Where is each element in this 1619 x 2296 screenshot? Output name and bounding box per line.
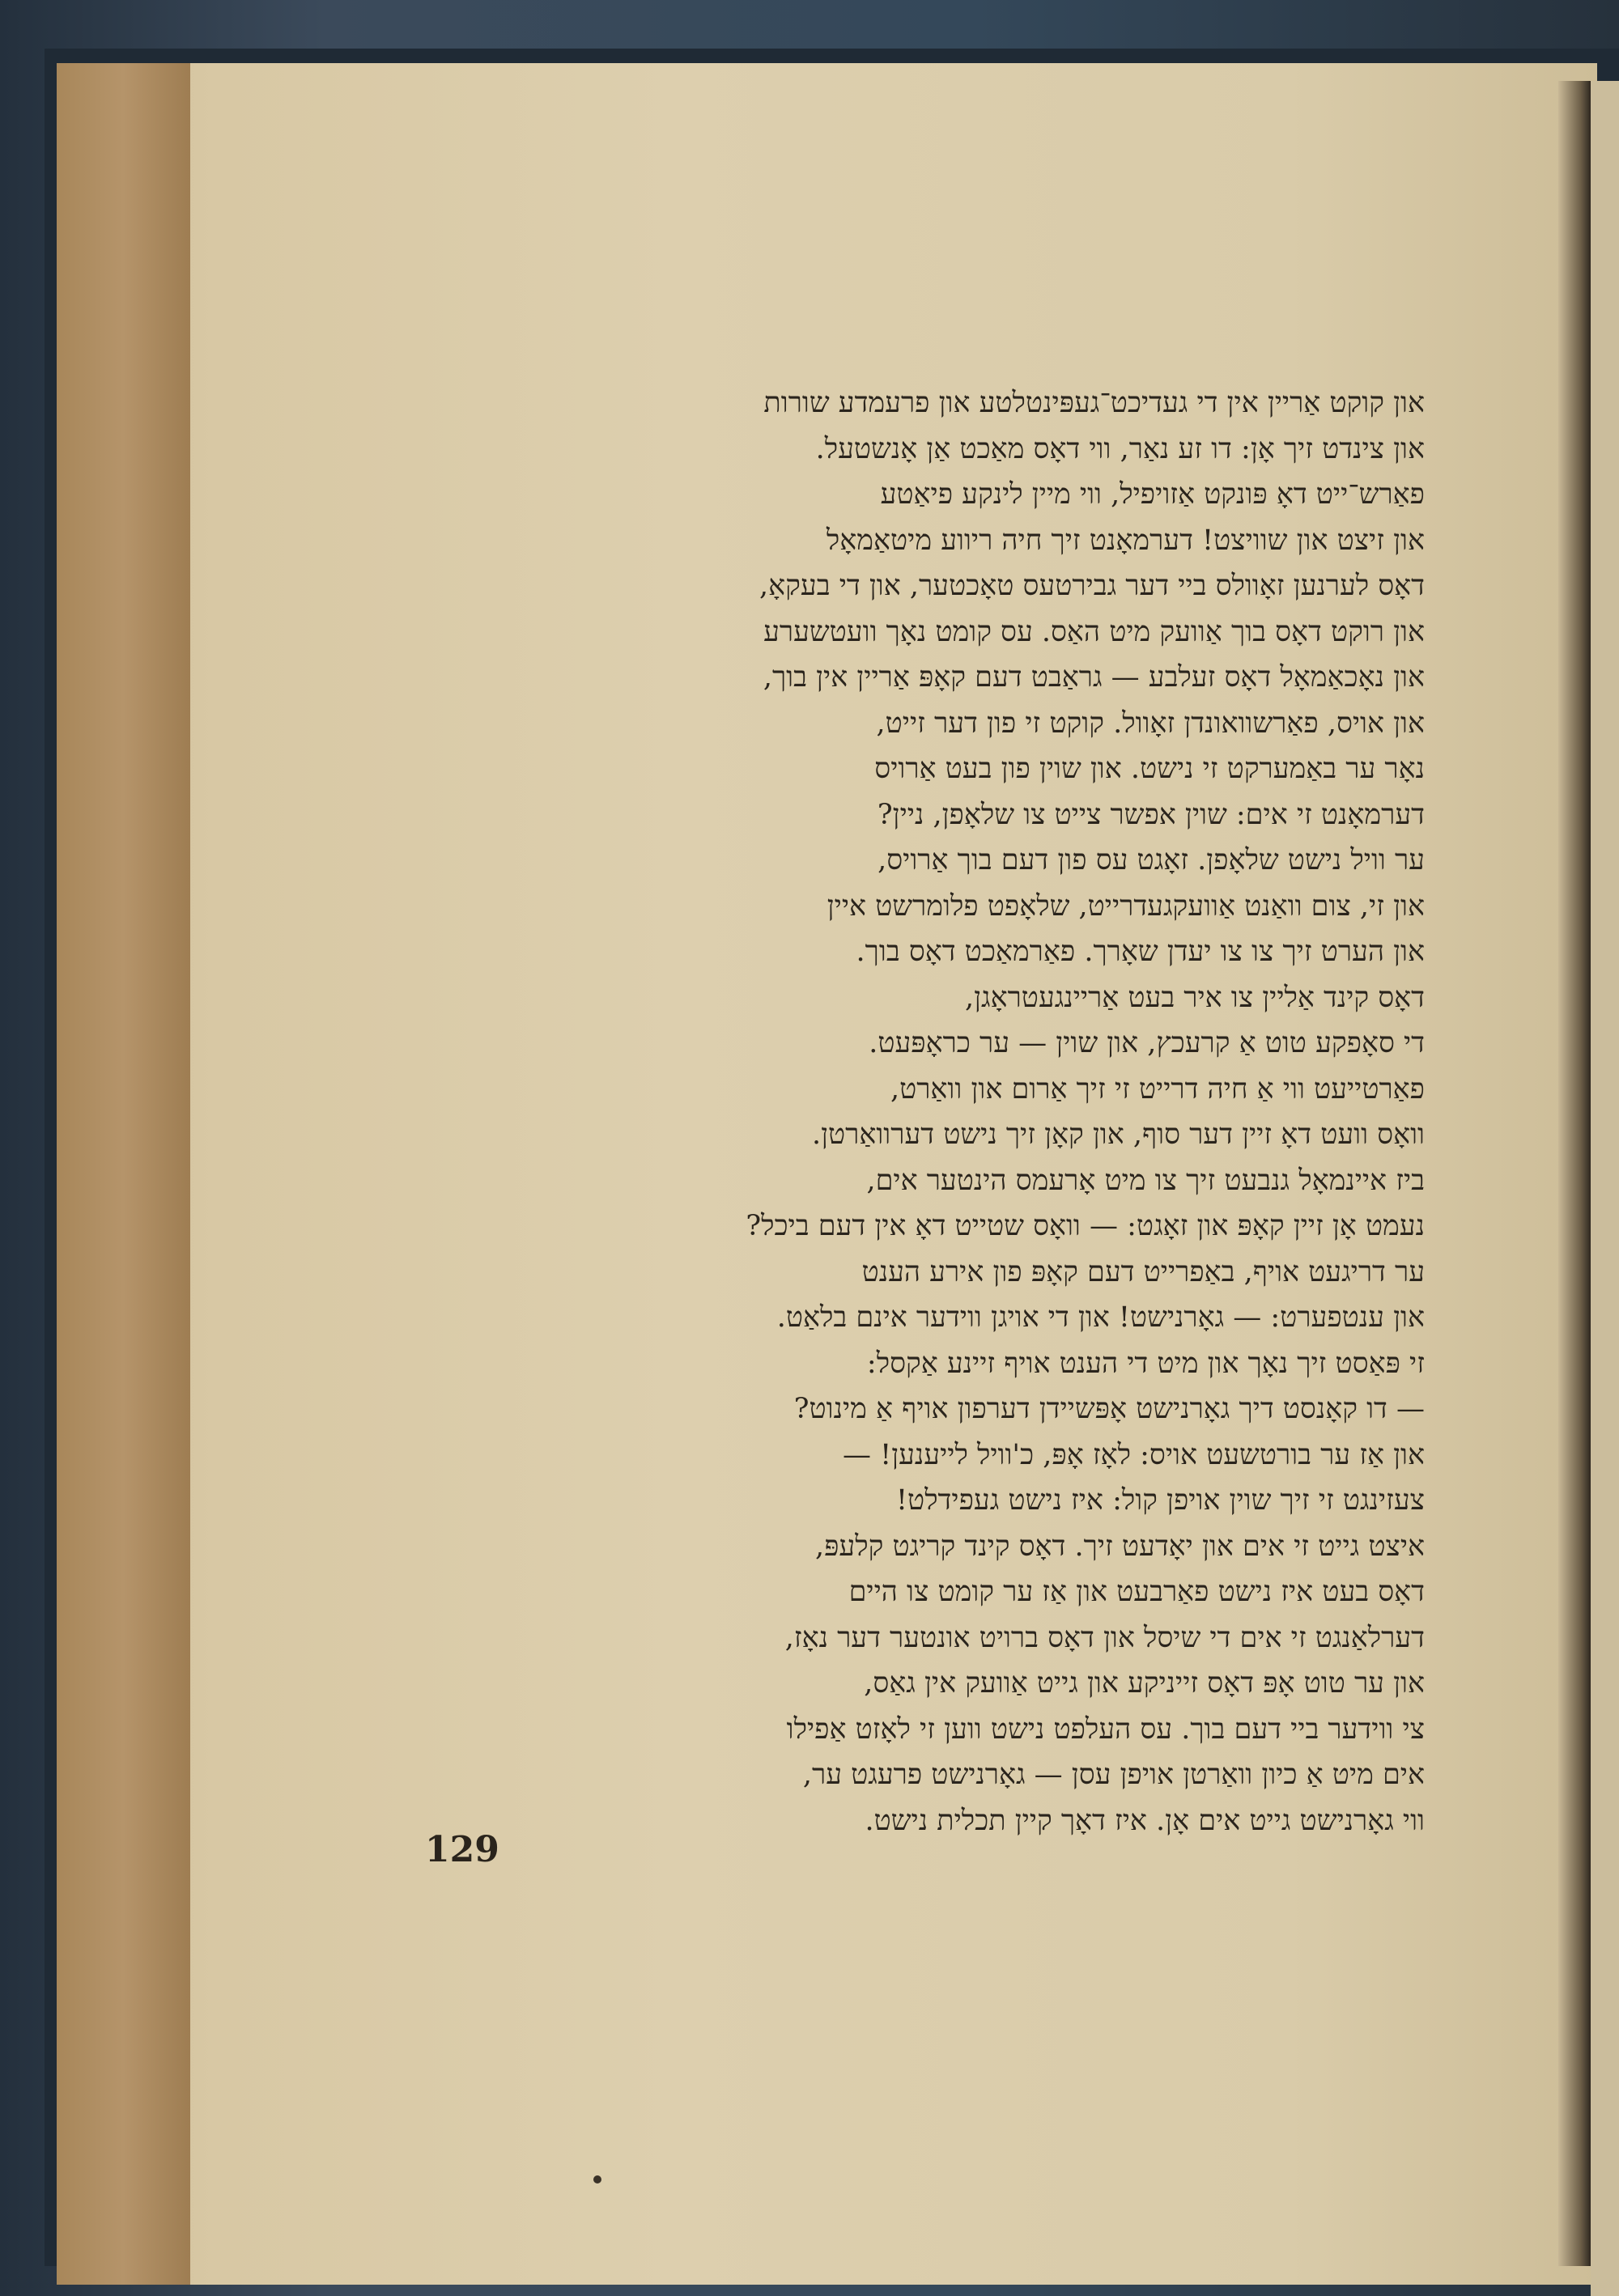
text-line: און צינדט זיך אָן: דו זע נאַר, ווי דאָס מאַכט אַן אָנשטעל.	[815, 432, 1425, 465]
text-line: דערלאַנגט זי אים די שיסל און דאָס ברויט אונטער דער נאָז,	[784, 1621, 1425, 1654]
facing-page-edge	[1591, 81, 1619, 2296]
text-line: ווי גאָרנישט גייט אים אָן. איז דאָך קיין תכלית נישט.	[865, 1804, 1425, 1837]
text-line: און זיצט און שוויצט! דערמאָנט זיך חיה ריווע מיטאַמאָל	[826, 524, 1425, 557]
text-line: צעזינגט זי זיך שוין אויפן קול: איז נישט געפידלט!	[895, 1484, 1425, 1517]
text-line: אים מיט אַ כיון וואַרטן אויפן עסן — גאָרנישט פרעגט ער,	[802, 1759, 1425, 1791]
text-line: זי פּאַסט זיך נאָך און מיט די הענט אויף זיינע אַקסל:	[866, 1347, 1425, 1380]
text-line: און ער טוט אָפּ דאָס זייניקע און גייט אַוועק אין גאַס,	[864, 1667, 1425, 1700]
text-line: און זי, צום וואַנט אַוועקגעדרייט, שלאָפט פלומרשט איין	[826, 889, 1425, 923]
text-line: און קוקט אַריין אין די געדיכט־געפּינטלטע און פרעמדע שורות	[763, 387, 1425, 419]
page-number: 129	[425, 1829, 499, 1870]
poem-text-block	[518, 380, 1425, 1844]
text-line: און הערט זיך צו צו יעדן שאָרך. פאַרמאַכט דאָס בוך.	[856, 936, 1425, 968]
text-line: דאָס לערנען זאָוולס ביי דער גבירטעס טאָכטער, און די בעקאָ,	[759, 570, 1425, 602]
text-line: די סאָפקע טוט אַ קרעכץ, און שוין — ער כראָפּעט.	[869, 1027, 1425, 1059]
text-line: און ענטפערט: — גאָרנישט! און די אויגן ווידער אינם בלאַט.	[776, 1301, 1425, 1334]
text-line: ער דריגעט אויף, באַפרייט דעם קאָפּ פון אירע הענט	[861, 1255, 1425, 1288]
text-line: נעמט אָן זיין קאָפּ און זאָגט: — וואָס שטייט דאָ אין דעם ביכל?	[746, 1210, 1425, 1242]
text-line: — דו קאָנסט דיך גאָרנישט אָפּשיידן דערפון אויף אַ מינוט?	[793, 1393, 1425, 1425]
text-line: צי ווידער ביי דעם בוך. עס העלפט נישט ווען זי לאָזט אַפילו	[786, 1712, 1425, 1746]
text-line: און רוקט דאָס בוך אַוועק מיט האַס. עס קומט נאָך וועטשערע	[763, 615, 1425, 648]
text-line: און נאָכאַמאָל דאָס זעלבע — גראַבט דעם קאָפּ אַריין אין בוך,	[763, 661, 1425, 694]
text-line: פאַרטייעט ווי אַ חיה דרייט זי זיך אַרום און וואַרט,	[890, 1072, 1425, 1106]
text-line: און אַז ער בורטשעט אויס: לאָז אָפּ, כ'וויל לייענען! —	[843, 1438, 1425, 1471]
text-line: פאַרש־ייט דאָ פּונקט אַזויפיל, ווי מיין לינקע פיאַטע	[880, 478, 1425, 511]
text-line: דאָס קינד אַליין צו איר בעט אַריינגעטראָגן,	[965, 981, 1425, 1014]
text-line: ביז איינמאָל גנבעט זיך צו מיט אָרעמס הינטער אים,	[866, 1164, 1425, 1197]
text-line: ער וויל נישט שלאָפן. זאָגט עס פון דעם בוך אַרויס,	[877, 844, 1425, 876]
text-line: איצט גייט זי אים און יאָדעט זיך. דאָס קינד קריגט קלעפּ,	[814, 1530, 1425, 1563]
text-line: און אויס, פאַרשוואונדן זאָוול. קוקט זי פון דער זייט,	[876, 707, 1425, 740]
ink-dot	[593, 2175, 601, 2184]
text-line: וואָס וועט דאָ זיין דער סוף, און קאָן זיך נישט דערוואַרטן.	[811, 1118, 1425, 1151]
text-line: נאָר ער באַמערקט זי נישט. און שוין פון בעט אַרויס	[874, 753, 1425, 785]
page-gutter	[1558, 81, 1591, 2266]
page-edge-strip	[57, 63, 190, 2285]
text-line: דערמאָנט זי אים: שוין אפשר צייט צו שלאָפן, ניין?	[877, 798, 1425, 831]
text-line: דאָס בעט איז נישט פאַרבעט און אַז ער קומט צו היים	[848, 1576, 1425, 1608]
